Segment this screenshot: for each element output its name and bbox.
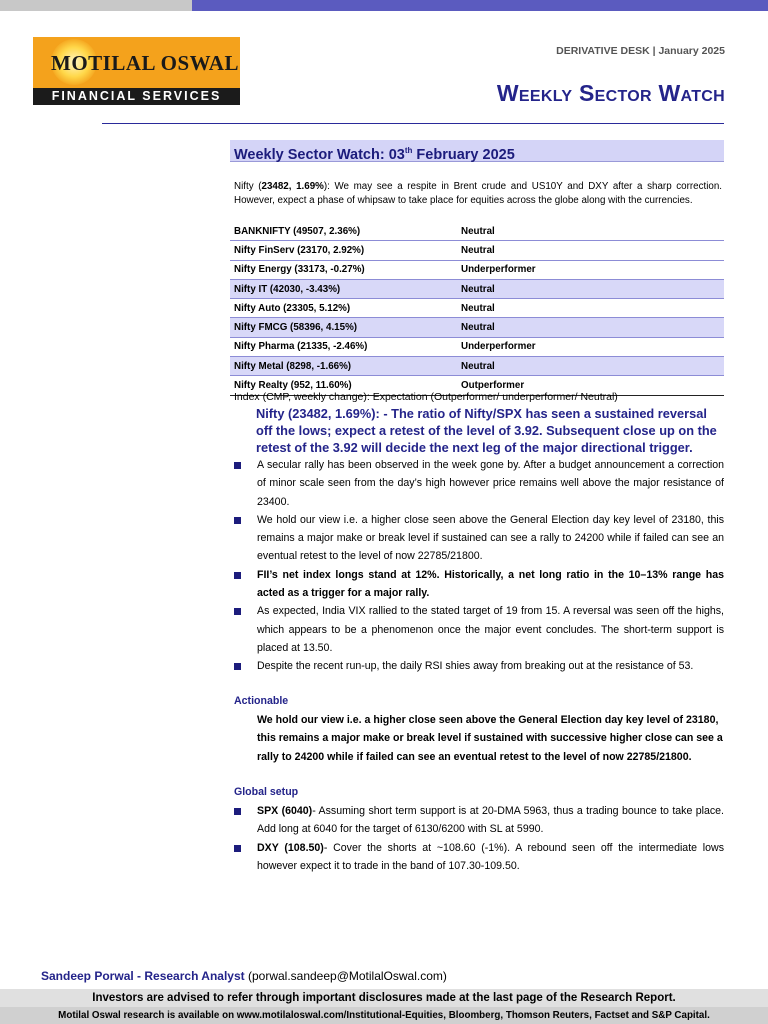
logo-tagline: FINANCIAL SERVICES [33, 88, 240, 105]
analyst-name: Sandeep Porwal - Research Analyst [41, 969, 245, 983]
sector-expectation: Neutral [457, 299, 724, 318]
subtitle-sup: th [404, 146, 413, 155]
logo-top-band [33, 37, 240, 88]
table-row [230, 318, 724, 337]
table-row [230, 279, 724, 298]
availability-bar: Motilal Oswal research is available on www.motilaloswal.com/Institutional-Equities, Bloomberg, Thomson Reuters, Factset and S&P Capital. [0, 1007, 768, 1024]
sector-table [230, 222, 724, 396]
sector-expectation: Outperformer [457, 376, 724, 395]
nifty-values: 23482, 1.69% [261, 181, 324, 192]
global-item-dxy [234, 839, 724, 876]
nifty-text: ): We may see a respite in Brent crude and US10Y and DXY after a sharp correction. However, expect a phase of whipsaw to take place for equities across the globe along with the currencies. [234, 181, 723, 206]
desk-line: DERIVATIVE DESK | January 2025 [556, 45, 725, 57]
sector-expectation: Neutral [457, 279, 724, 298]
sector-index: Nifty IT (42030, -3.43%) [230, 279, 457, 298]
disclaimer-bar: Investors are advised to refer through important disclosures made at the last page of the Research Report. [0, 989, 768, 1007]
sector-index: Nifty Auto (23305, 5.12%) [230, 299, 457, 318]
sector-index: Nifty Pharma (21335, -2.46%) [230, 337, 457, 356]
bullet-item: Despite the recent run-up, the daily RSI shies away from breaking out at the resistance of 53. [234, 657, 724, 675]
sector-expectation: Neutral [457, 222, 724, 241]
global-setup-heading: Global setup [234, 786, 299, 798]
sector-expectation: Neutral [457, 318, 724, 337]
subtitle-suffix: February 2025 [412, 146, 515, 163]
table-row [230, 241, 724, 260]
sector-index: Nifty Metal (8298, -1.66%) [230, 357, 457, 376]
global-item-label: SPX (6040) [257, 805, 313, 817]
global-item-label: DXY (108.50) [257, 841, 324, 854]
top-bar-grey [0, 0, 192, 11]
table-row [230, 260, 724, 279]
sector-expectation: Neutral [457, 357, 724, 376]
motilal-oswal-logo [33, 37, 240, 105]
global-bullets [234, 802, 724, 875]
top-bar-blue [192, 0, 768, 11]
bullet-item: As expected, India VIX rallied to the stated target of 19 from 15. A reversal was seen off the highs, which appears to be a phenomenon once the major event concludes. The short-term support is placed at 13.50. [234, 602, 724, 657]
table-row [230, 337, 724, 356]
nifty-summary [234, 180, 722, 207]
nifty-label: Nifty ( [234, 181, 262, 192]
actionable-heading: Actionable [234, 695, 289, 707]
sector-index: Nifty Realty (952, 11.60%) [230, 376, 457, 395]
actionable-text: We hold our view i.e. a higher close seen above the General Election day key level of 23180, this remains a major make or break level if sustained with successive higher close can see a rally to 24200 while if failed can see an eventual retest to the level of now 22785/21800. [257, 714, 723, 763]
table-row [230, 299, 724, 318]
nifty-headline: Nifty (23482, 1.69%): - The ratio of Nifty/SPX has seen a sustained reversal off the lows; expect a retest of the level of 3.92. Subsequent close up on the retest of the 3.92 will decide the next leg of the major directional trigger. [256, 406, 717, 455]
table-row [230, 222, 724, 241]
bullet-item: We hold our view i.e. a higher close seen above the General Election day key level of 23180, this remains a major make or break level if sustained can see a rally to 24200 while if failed can see an eventual retest to the level of now 22785/21800. [234, 511, 724, 566]
index-note: Index (CMP, weekly change): Expectation (Outperformer/ underperformer/ Neutral) [234, 391, 618, 403]
logo-name: MOTILAL OSWAL [51, 51, 239, 75]
header-divider [102, 123, 724, 124]
sector-index: Nifty Energy (33173, -0.27%) [230, 260, 457, 279]
table-row [230, 357, 724, 376]
page-title: Weekly Sector Watch [496, 80, 725, 106]
sector-index: Nifty FinServ (23170, 2.92%) [230, 241, 457, 260]
bullet-item: FII’s net index longs stand at 12%. Historically, a net long ratio in the 10–13% range has acted as a trigger for a major rally. [234, 566, 724, 603]
analyst-email[interactable]: (porwal.sandeep@MotilalOswal.com) [244, 969, 447, 983]
sector-expectation: Underperformer [457, 260, 724, 279]
global-item-text: - Assuming short term support is at 20-DMA 5963, thus a trading bounce to take place. Add long at 6040 for the target of 6130/6200 with SL at 5990. [257, 805, 725, 836]
global-item-text: - Cover the shorts at ~108.60 (-1%). A rebound seen off the intermediate lows however expect it to trade in the band of 107.30-109.50. [257, 841, 724, 872]
analysis-bullets [234, 456, 724, 676]
subtitle-prefix: Weekly Sector Watch: 03 [234, 146, 405, 163]
sector-index: BANKNIFTY (49507, 2.36%) [230, 222, 457, 241]
report-subtitle [230, 140, 724, 162]
global-item-spx [234, 802, 724, 839]
sector-index: Nifty FMCG (58396, 4.15%) [230, 318, 457, 337]
bullet-item: A secular rally has been observed in the week gone by. After a budget announcement a correction of minor scale seen from the day’s high however price remains well above the major resistance of 23400. [234, 456, 724, 511]
sector-expectation: Underperformer [457, 337, 724, 356]
analyst-credit [41, 969, 447, 983]
sector-expectation: Neutral [457, 241, 724, 260]
